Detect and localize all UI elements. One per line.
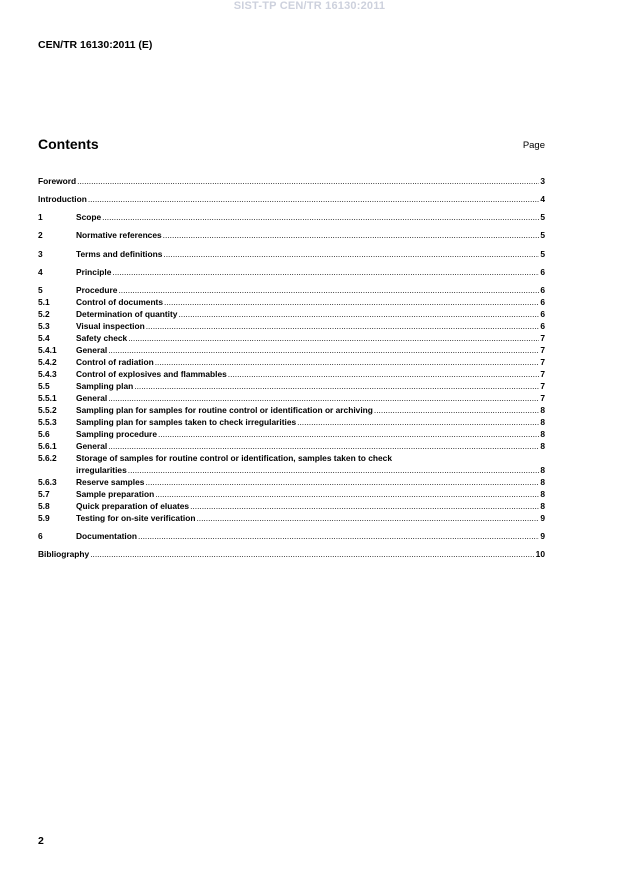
toc-leader [77, 176, 539, 187]
toc-leader [163, 230, 540, 241]
toc-title: Foreword [38, 176, 77, 186]
toc-leader [128, 465, 540, 476]
toc-number: 4 [38, 267, 43, 277]
toc-number: 5.4 [38, 333, 50, 343]
toc-entry-procedure-general[interactable] [38, 441, 545, 452]
toc-title: Introduction [38, 194, 87, 204]
toc-title: Documentation [76, 531, 137, 541]
toc-entry-reserve-samples[interactable] [38, 477, 545, 488]
toc-leader [90, 549, 534, 560]
toc-title: Storage of samples for routine control or identification, samples taken to check [76, 453, 392, 463]
toc-title: Control of explosives and flammables [76, 369, 227, 379]
toc-leader [128, 333, 539, 344]
toc-title: Procedure [76, 285, 118, 295]
document-id: CEN/TR 16130:2011 (E) [38, 39, 153, 51]
toc-title: Control of documents [76, 297, 164, 307]
toc-title: Safety check [76, 333, 128, 343]
toc-entry-control-of-explosives[interactable] [38, 369, 545, 380]
toc-entry-procedure[interactable] [38, 285, 545, 296]
toc-entry-sample-preparation[interactable] [38, 489, 545, 500]
toc-title: Sampling plan for samples for routine control or identification or archiving [76, 405, 373, 415]
toc-page: 10 [535, 549, 545, 559]
toc-title: General [76, 393, 108, 403]
toc-leader [138, 531, 539, 542]
toc-entry-visual-inspection[interactable] [38, 321, 545, 332]
toc-leader [88, 194, 539, 205]
toc-entry-storage-of-samples-continued[interactable] [38, 465, 545, 476]
toc-leader [118, 285, 539, 296]
toc-number: 5.5.1 [38, 393, 57, 403]
toc-number: 5.6.2 [38, 453, 57, 463]
toc-entry-terms-and-definitions[interactable] [38, 249, 545, 260]
toc-leader [374, 405, 539, 416]
toc-page: 9 [540, 531, 545, 541]
toc-number: 5.1 [38, 297, 50, 307]
toc-page: 7 [540, 381, 545, 391]
toc-entry-sampling-plan[interactable] [38, 381, 545, 392]
toc-title: Visual inspection [76, 321, 145, 331]
toc-page: 8 [540, 489, 545, 499]
toc-leader [155, 489, 539, 500]
toc-leader [134, 381, 539, 392]
toc-entry-quick-preparation[interactable] [38, 501, 545, 512]
toc-number: 5.4.1 [38, 345, 57, 355]
toc-page: 8 [540, 465, 545, 475]
toc-number: 5.8 [38, 501, 50, 511]
toc-number: 5.5.3 [38, 417, 57, 427]
toc-page: 4 [540, 194, 545, 204]
toc-page: 5 [540, 230, 545, 240]
toc-number: 5 [38, 285, 43, 295]
toc-leader [108, 393, 539, 404]
toc-title: Sampling procedure [76, 429, 157, 439]
toc-title: Sampling plan for samples taken to check irregularities [76, 417, 297, 427]
toc-title: Control of radiation [76, 357, 154, 367]
toc-entry-normative-references[interactable] [38, 230, 545, 241]
toc-entry-introduction[interactable] [38, 194, 545, 205]
toc-leader [102, 212, 539, 223]
toc-leader [108, 345, 539, 356]
toc-number: 5.6.3 [38, 477, 57, 487]
toc-entry-safety-check[interactable] [38, 333, 545, 344]
toc-leader [108, 441, 539, 452]
page-number: 2 [38, 835, 44, 847]
toc-leader [158, 429, 539, 440]
toc-page: 7 [540, 357, 545, 367]
toc-entry-principle[interactable] [38, 267, 545, 278]
toc-page: 8 [540, 477, 545, 487]
toc-title: General [76, 441, 108, 451]
toc-number: 5.3 [38, 321, 50, 331]
toc-title: Bibliography [38, 549, 90, 559]
toc-leader [297, 417, 539, 428]
toc-number: 1 [38, 212, 43, 222]
toc-number: 5.4.2 [38, 357, 57, 367]
toc-page: 7 [540, 393, 545, 403]
toc-title: Normative references [76, 230, 162, 240]
toc-title-continued: irregularities [76, 465, 127, 475]
toc-leader [163, 249, 539, 260]
toc-leader [145, 477, 539, 488]
toc-entry-scope[interactable] [38, 212, 545, 223]
toc-page: 8 [540, 501, 545, 511]
contents-title: Contents [38, 136, 99, 152]
toc-leader [228, 369, 540, 380]
toc-entry-sampling-procedure[interactable] [38, 429, 545, 440]
toc-entry-documentation[interactable] [38, 531, 545, 542]
toc-page: 8 [540, 429, 545, 439]
toc-number: 3 [38, 249, 43, 259]
toc-leader [178, 309, 539, 320]
toc-title: General [76, 345, 108, 355]
toc-number: 5.9 [38, 513, 50, 523]
page-column-label: Page [522, 140, 545, 151]
toc-leader [155, 357, 540, 368]
toc-page: 8 [540, 417, 545, 427]
toc-title: Determination of quantity [76, 309, 178, 319]
toc-page: 6 [540, 309, 545, 319]
toc-leader [164, 297, 539, 308]
toc-entry-testing-on-site[interactable] [38, 513, 545, 524]
toc-leader [146, 321, 540, 332]
toc-entry-control-of-radiation[interactable] [38, 357, 545, 368]
toc-title: Testing for on-site verification [76, 513, 196, 523]
toc-title: Principle [76, 267, 112, 277]
toc-entry-control-of-documents[interactable] [38, 297, 545, 308]
toc-number: 2 [38, 230, 43, 240]
toc-title: Sampling plan [76, 381, 134, 391]
toc-entry-determination-of-quantity[interactable] [38, 309, 545, 320]
toc-page: 7 [540, 369, 545, 379]
toc-title: Reserve samples [76, 477, 145, 487]
toc-number: 5.4.3 [38, 369, 57, 379]
toc-entry-bibliography[interactable] [38, 549, 545, 560]
toc-leader [190, 501, 539, 512]
toc-page: 6 [540, 285, 545, 295]
toc-number: 6 [38, 531, 43, 541]
toc-number: 5.5.2 [38, 405, 57, 415]
toc-page: 9 [540, 513, 545, 523]
toc-leader [196, 513, 539, 524]
toc-title: Quick preparation of eluates [76, 501, 190, 511]
toc-page: 8 [540, 405, 545, 415]
toc-page: 3 [540, 176, 545, 186]
toc-leader [112, 267, 539, 278]
toc-entry-sampling-general[interactable] [38, 393, 545, 404]
toc-page: 7 [540, 345, 545, 355]
toc-entry-foreword[interactable] [38, 176, 545, 187]
toc-entry-sampling-plan-irregularities[interactable] [38, 417, 545, 428]
toc-page: 5 [540, 249, 545, 259]
toc-title: Scope [76, 212, 102, 222]
toc-number: 5.6 [38, 429, 50, 439]
toc-number: 5.5 [38, 381, 50, 391]
toc-entry-sampling-plan-routine[interactable] [38, 405, 545, 416]
toc-title: Sample preparation [76, 489, 155, 499]
toc-page: 5 [540, 212, 545, 222]
toc-page: 7 [540, 333, 545, 343]
toc-title: Terms and definitions [76, 249, 163, 259]
toc-entry-safety-general[interactable] [38, 345, 545, 356]
toc-entry-storage-of-samples[interactable] [38, 453, 545, 464]
watermark: SIST-TP CEN/TR 16130:2011 [233, 0, 386, 12]
toc-page: 6 [540, 321, 545, 331]
toc-page: 8 [540, 441, 545, 451]
toc-page: 6 [540, 297, 545, 307]
toc-number: 5.6.1 [38, 441, 57, 451]
toc-page: 6 [540, 267, 545, 277]
toc-number: 5.7 [38, 489, 50, 499]
toc-number: 5.2 [38, 309, 50, 319]
